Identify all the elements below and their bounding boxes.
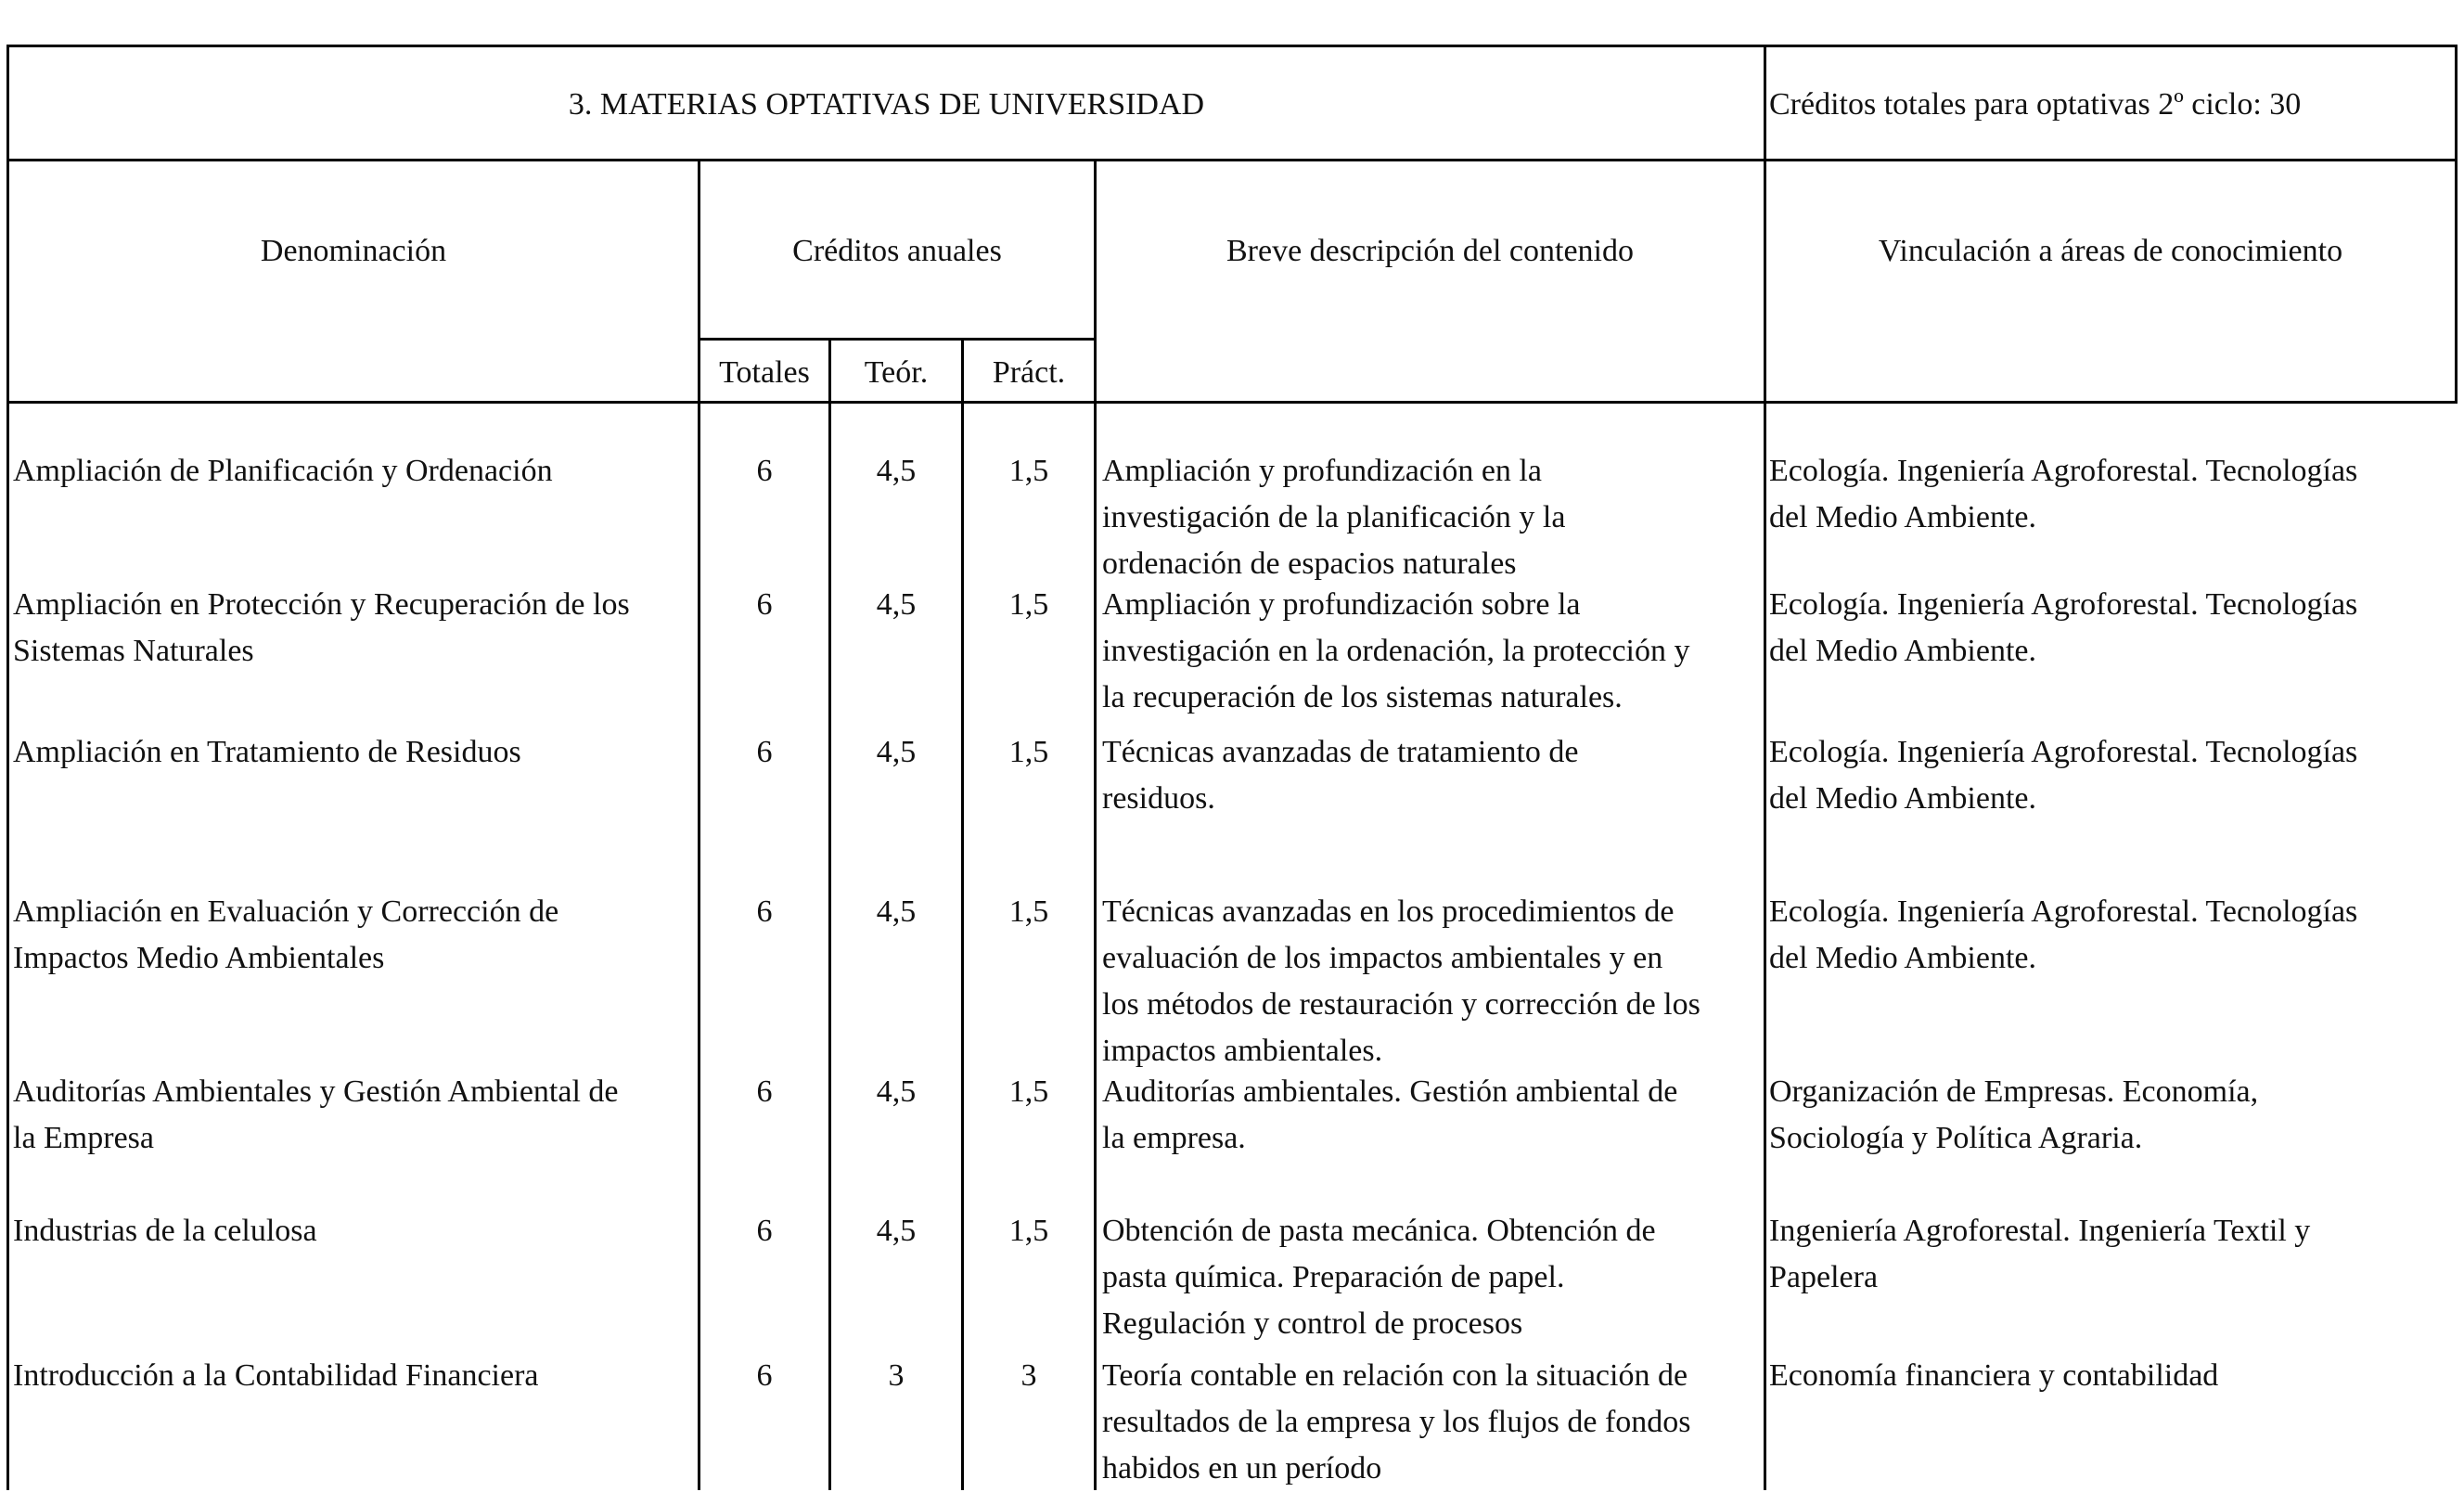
column-header-bottom-line — [6, 401, 2458, 404]
row-description: Técnicas avanzadas en los procedimientos de evaluación de los impactos ambientales y en los métodos de restauración y corrección de los impactos ambientales. — [1102, 894, 1700, 1068]
row-name: Ampliación en Protección y Recuperación de los Sistemas Naturales — [13, 587, 630, 668]
credits-total-note: Créditos totales para optativas 2º ciclo: 30 — [1769, 87, 2302, 122]
row-pract: 1,5 — [1008, 894, 1049, 929]
row-name: Ampliación en Evaluación y Corrección de Impactos Medio Ambientales — [13, 894, 559, 975]
row-description: Ampliación y profundización en la investigación de la planificación y la ordenación de espacios naturales — [1102, 454, 1566, 581]
column-header-teor: Teór. — [864, 355, 929, 390]
row-areas: Ecología. Ingeniería Agroforestal. Tecnologías del Medio Ambiente. — [1769, 894, 2358, 975]
column-header-vinculacion: Vinculación a áreas de conocimiento — [1878, 234, 2343, 268]
row-name: Auditorías Ambientales y Gestión Ambiental de la Empresa — [13, 1074, 619, 1155]
row-totales: 6 — [756, 1074, 773, 1109]
row-totales: 6 — [756, 1358, 773, 1393]
table-title: 3. MATERIAS OPTATIVAS DE UNIVERSIDAD — [568, 87, 1205, 122]
row-description: Técnicas avanzadas de tratamiento de residuos. — [1102, 735, 1579, 816]
row-totales: 6 — [756, 894, 773, 929]
table-border-top — [6, 45, 2458, 47]
row-pract: 1,5 — [1008, 454, 1049, 488]
row-pract: 1,5 — [1008, 1074, 1049, 1109]
row-name: Ampliación en Tratamiento de Residuos — [13, 735, 521, 769]
row-description: Ampliación y profundización sobre la investigación en la ordenación, la protección y la recuperación de los sistemas naturales. — [1102, 587, 1690, 714]
row-description: Auditorías ambientales. Gestión ambiental de la empresa. — [1102, 1074, 1678, 1155]
header-divider-line — [6, 159, 2458, 161]
row-teor: 3 — [888, 1358, 905, 1393]
column-header-creditos-anuales: Créditos anuales — [792, 234, 1002, 268]
row-teor: 4,5 — [876, 894, 917, 929]
row-description: Teoría contable en relación con la situación de resultados de la empresa y los flujos de fondos habidos en un período — [1102, 1358, 1691, 1486]
row-teor: 4,5 — [876, 735, 917, 769]
row-areas: Ecología. Ingeniería Agroforestal. Tecnologías del Medio Ambiente. — [1769, 454, 2358, 534]
row-pract: 1,5 — [1008, 1214, 1049, 1248]
row-pract: 3 — [1020, 1358, 1037, 1393]
row-totales: 6 — [756, 1214, 773, 1248]
row-totales: 6 — [756, 587, 773, 622]
column-line-descripcion — [1094, 159, 1097, 1490]
row-description: Obtención de pasta mecánica. Obtención de pasta química. Preparación de papel. Regulación y control de procesos — [1102, 1214, 1656, 1341]
row-totales: 6 — [756, 454, 773, 488]
row-teor: 4,5 — [876, 454, 917, 488]
row-name: Industrias de la celulosa — [13, 1214, 317, 1248]
row-pract: 1,5 — [1008, 735, 1049, 769]
row-teor: 4,5 — [876, 587, 917, 622]
column-header-pract: Práct. — [992, 355, 1066, 390]
row-areas: Ingeniería Agroforestal. Ingeniería Textil y Papelera — [1769, 1214, 2311, 1294]
row-name: Ampliación de Planificación y Ordenación — [13, 454, 553, 488]
table-border-right — [2455, 45, 2458, 404]
row-totales: 6 — [756, 735, 773, 769]
subheader-top-line — [698, 338, 1097, 341]
row-pract: 1,5 — [1008, 587, 1049, 622]
row-teor: 4,5 — [876, 1074, 917, 1109]
row-name: Introducción a la Contabilidad Financiera — [13, 1358, 539, 1393]
row-areas: Organización de Empresas. Economía, Sociología y Política Agraria. — [1769, 1074, 2259, 1155]
row-areas: Ecología. Ingeniería Agroforestal. Tecnologías del Medio Ambiente. — [1769, 735, 2358, 816]
row-areas: Ecología. Ingeniería Agroforestal. Tecnologías del Medio Ambiente. — [1769, 587, 2358, 668]
column-header-descripcion: Breve descripción del contenido — [1226, 234, 1634, 268]
column-header-totales: Totales — [719, 355, 810, 390]
column-header-denominacion: Denominación — [260, 234, 447, 268]
row-teor: 4,5 — [876, 1214, 917, 1248]
row-areas: Economía financiera y contabilidad — [1769, 1358, 2219, 1393]
